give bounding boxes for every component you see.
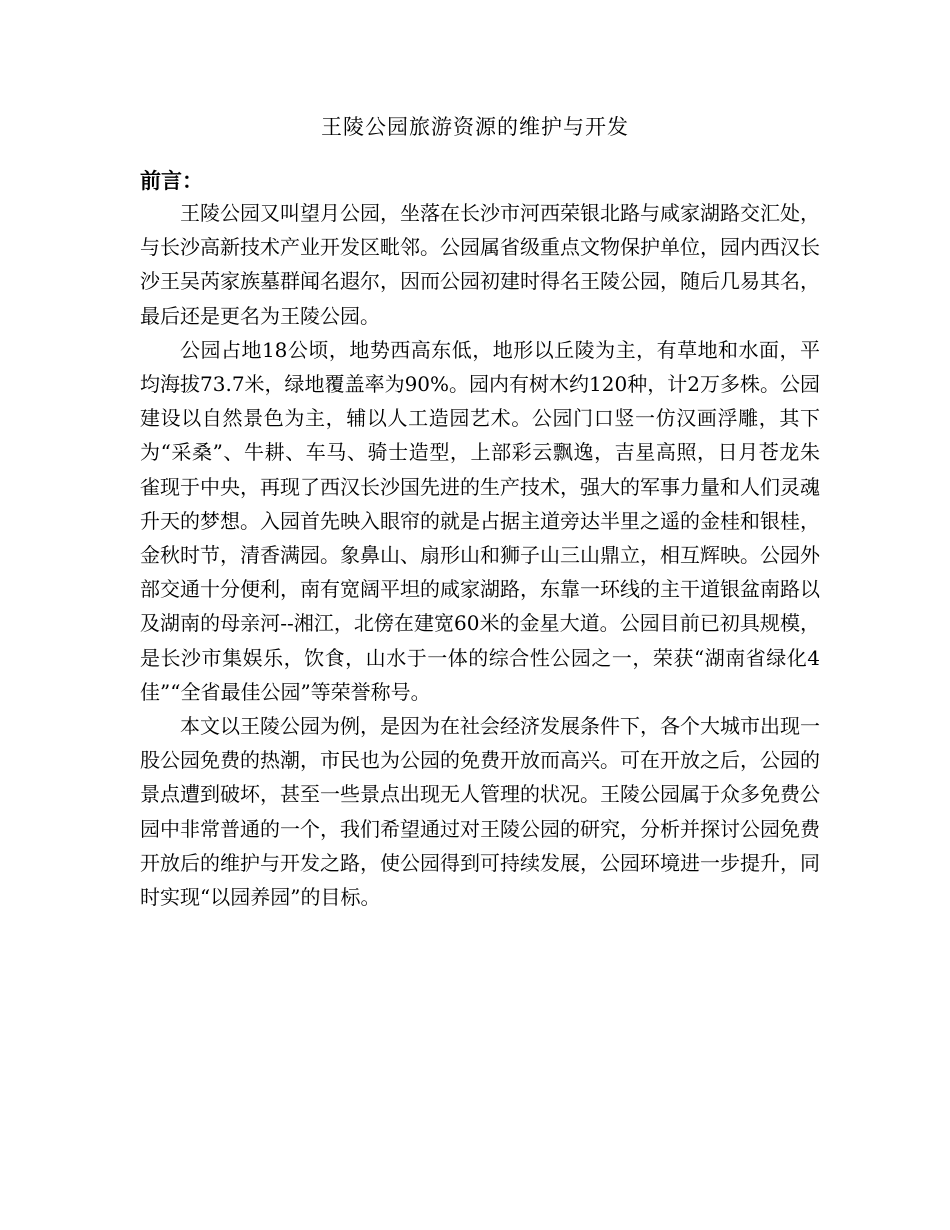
document-title: 王陵公园旅游资源的维护与开发: [321, 115, 629, 139]
paragraph-intro: 王陵公园又叫望月公园，坐落在长沙市河西荣银北路与咸家湖路交汇处，与长沙高新技术产业开发区毗邻。公园属省级重点文物保护单位，园内西汉长沙王吴芮家族墓群闻名遐尔，因而公园初建时得名王陵公园，随后几易其名，最后还是更名为王陵公园。: [140, 201, 820, 328]
preface-heading: 前言：: [140, 169, 203, 193]
document-body: [140, 196, 820, 914]
paragraph-purpose: 本文以王陵公园为例，是因为在社会经济发展条件下，各个大城市出现一股公园免费的热潮，市民也为公园的免费开放而高兴。可在开放之后，公园的景点遭到破坏，甚至一些景点出现无人管理的状况。王陵公园属于众多免费公园中非常普通的一个，我们希望通过对王陵公园的研究，分析并探讨公园免费开放后的维护与开发之路，使公园得到可持续发展，公园环境进一步提升，同时实现“以园养园”的目标。: [140, 714, 820, 910]
paragraph-overview: 公园占地18公顷，地势西高东低，地形以丘陵为主，有草地和水面，平均海拔73.7米，绿地覆盖率为90%。园内有树木约120种，计2万多株。公园建设以自然景色为主，辅以人工造园艺术。公园门口竖一仿汉画浮雕，其下为“采桑”、牛耕、车马、骑士造型，上部彩云飘逸，吉星高照，日月苍龙朱雀现于中央，再现了西汉长沙国先进的生产技术，强大的军事力量和人们灵魂升天的梦想。入园首先映入眼帘的就是占据主道旁达半里之遥的金桂和银桂，金秋时节，清香满园。象鼻山、扇形山和狮子山三山鼎立，相互辉映。公园外部交通十分便利，南有宽阔平坦的咸家湖路，东靠一环线的主干道银盆南路以及湖南的母亲河--湘江，北傍在建宽60米的金星大道。公园目前已初具规模，是长沙市集娱乐，饮食，山水于一体的综合性公园之一，荣获“湖南省绿化4佳”“全省最佳公园”等荣誉称号。: [140, 337, 820, 704]
